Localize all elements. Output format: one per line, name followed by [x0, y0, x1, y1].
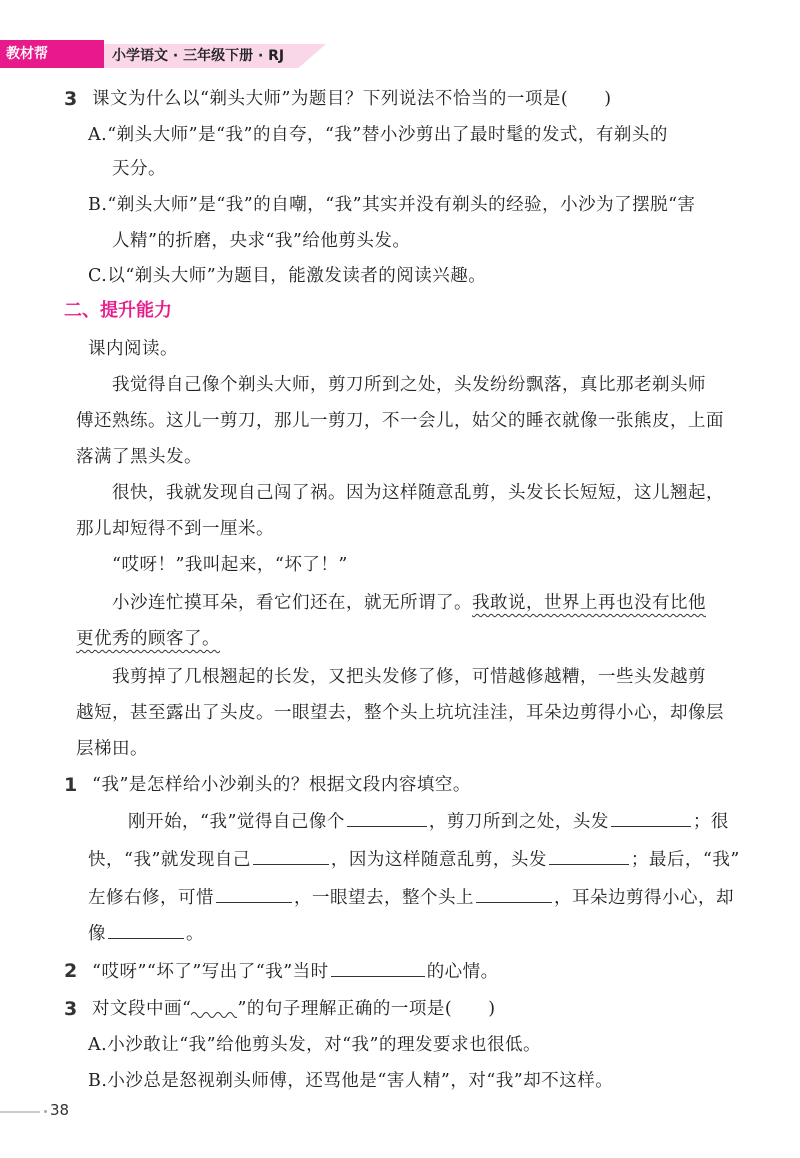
passage-line: 那儿却短得不到一厘米。	[76, 519, 274, 539]
answer-blank[interactable]	[253, 846, 329, 865]
answer-blank[interactable]	[331, 958, 425, 977]
subject-label: 小学语文 · 三年级下册 · RJ	[112, 48, 285, 64]
passage-line: “哎呀！”我叫起来，“坏了！”	[112, 555, 348, 575]
section-title: 二、提升能力	[64, 300, 172, 321]
option-a: A.小沙敢让“我”给他剪头发，对“我”的理发要求也很低。	[88, 1035, 541, 1055]
fill-text: 快，“我”就发现自己	[88, 850, 251, 870]
option-a-cont: 天分。	[112, 159, 166, 179]
fill-text: 左修右修，可惜	[88, 888, 214, 908]
wavy-underlined-sentence-cont: 更优秀的顾客了。	[76, 629, 220, 649]
page-number: 38	[50, 1101, 70, 1119]
wavy-line-icon	[191, 1010, 237, 1020]
question-number: 3	[64, 88, 78, 110]
footer-divider	[0, 1111, 40, 1113]
fill-line	[128, 808, 729, 835]
fill-text: ，剪刀所到之处，头发	[428, 812, 609, 832]
question-stem: 课文为什么以“剃头大师”为题目？下列说法不恰当的一项是( )	[92, 89, 612, 109]
fill-text: 像	[88, 924, 106, 944]
fill-text: ，一眼望去，整个头上	[294, 888, 474, 908]
wavy-underlined-sentence: 我敢说，世界上再也没有比他	[472, 593, 706, 613]
passage-line: 傅还熟练。这儿一剪刀，那儿一剪刀，不一会儿，姑父的睡衣就像一张熊皮，上面	[76, 411, 724, 431]
passage-line	[112, 590, 706, 616]
wavy-line-sample	[191, 996, 237, 1014]
answer-blank[interactable]	[549, 846, 629, 865]
fill-line	[88, 846, 740, 873]
answer-blank[interactable]	[476, 884, 552, 903]
passage-line: 越短，甚至露出了头皮。一眼望去，整个头上坑坑洼洼，耳朵边剪得小心，却像层	[76, 703, 724, 723]
passage-line: 我剪掉了几根翘起的长发，又把头发修了修，可惜越修越糟，一些头发越剪	[112, 667, 706, 687]
passage-line: 层梯田。	[76, 739, 148, 759]
passage-line: 很快，我就发现自己闯了祸。因为这样随意乱剪，头发长长短短，这儿翘起，	[112, 483, 724, 503]
answer-blank[interactable]	[108, 920, 184, 939]
passage-line	[76, 626, 220, 652]
footer-dot	[44, 1110, 47, 1113]
question-number: 2	[64, 960, 78, 982]
answer-blank[interactable]	[611, 808, 691, 827]
question-stem	[92, 958, 499, 985]
fill-text: 。	[186, 924, 204, 944]
fill-text: ”的句子理解正确的一项是( )	[237, 999, 496, 1019]
page-header	[0, 40, 330, 68]
reading-intro: 课内阅读。	[88, 339, 178, 359]
fill-text: 刚开始，“我”觉得自己像个	[128, 812, 345, 832]
question-stem: “我”是怎样给小沙剃头的？根据文段内容填空。	[92, 775, 471, 795]
fill-text: “哎呀”“坏了”写出了“我”当时	[92, 962, 329, 982]
fill-text: 的心情。	[426, 962, 499, 982]
fill-text: ，因为这样随意乱剪，头发	[330, 850, 547, 870]
option-b: B.“剃头大师”是“我”的自嘲，“我”其实并没有剃头的经验，小沙为了摆脱“害	[88, 195, 696, 215]
option-a: A.“剃头大师”是“我”的自夸，“我”替小沙剪出了最时髦的发式，有剃头的	[88, 125, 668, 145]
brand-label: 教材帮	[0, 40, 104, 68]
option-b: B.小沙总是怒视剃头师傅，还骂他是“害人精”，对“我”却不这样。	[88, 1071, 614, 1091]
fill-text: ；最后，“我”	[630, 850, 740, 870]
passage-line: 我觉得自己像个剃头大师，剪刀所到之处，头发纷纷飘落，真比那老剃头师	[112, 375, 706, 395]
option-b-cont: 人精”的折磨，央求“我”给他剪头发。	[112, 231, 411, 251]
fill-line	[88, 884, 734, 911]
passage-text: 小沙连忙摸耳朵，看它们还在，就无所谓了。	[112, 593, 472, 613]
fill-line	[88, 920, 204, 947]
passage-line: 落满了黑头发。	[76, 447, 202, 467]
answer-blank[interactable]	[347, 808, 427, 827]
fill-text: ，耳朵边剪得小心，却	[554, 888, 734, 908]
question-number: 3	[64, 998, 78, 1020]
fill-text: ；很	[692, 812, 729, 832]
answer-blank[interactable]	[216, 884, 292, 903]
question-number: 1	[64, 774, 78, 796]
option-c: C.以“剃头大师”为题目，能激发读者的阅读兴趣。	[88, 266, 487, 286]
fill-text: 对文段中画“	[92, 999, 192, 1019]
question-stem	[92, 996, 496, 1022]
